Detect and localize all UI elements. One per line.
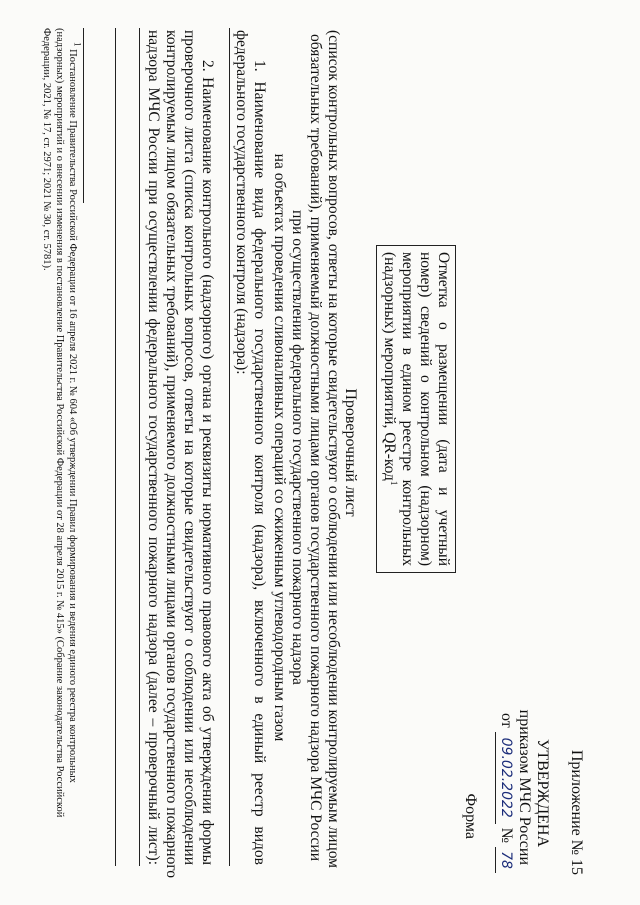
title-line-4: на объектах проведения сливоналивных операций со сжиженным углеводородным газом: [271, 153, 288, 742]
item2-answer-line-2: [115, 28, 116, 866]
item1-line-1: 1. Наименование вида федерального государственного контроля (надзора), включенного в единый реестр видов: [251, 60, 268, 865]
mark-line-2: номер) сведений о контрольном (надзорном): [417, 252, 434, 566]
footnote-line-3: Федерации, 2021, № 17, ст. 2971; 2021 № 30, ст. 5781).: [41, 28, 52, 271]
item1-answer-line: [229, 28, 230, 866]
footnote-separator: [83, 28, 84, 203]
footnote-line-1: 1 Постановление Правительства Российской Федерации от 16 апреля 2021 г. № 604 «Об утверждении Правил формирования и ведения единого реестра контрольных: [67, 42, 83, 783]
doc-title: Проверочный лист: [342, 388, 359, 517]
item2-answer-line-1: [139, 28, 140, 866]
footnote-ref: 1: [72, 42, 83, 47]
title-line-1: (список контрольных вопросов, ответы на которые свидетельствуют о соблюдении или несоблюдении контролируемым лицом: [325, 30, 342, 868]
appendix-number: Приложение № 15: [568, 749, 585, 875]
item2-line-3: контролируемым лицом обязательных требований), применяемого должностными лицами органов государственного пожарного: [163, 30, 180, 879]
number-prefix: №: [498, 827, 515, 843]
date-prefix: от: [498, 712, 515, 728]
title-line-2: обязательных требований), применяемый должностными лицами органов государственного пожарного надзора МЧС России: [307, 33, 324, 862]
registry-mark-box: [376, 245, 456, 573]
approved-label: УТВЕРЖДЕНА: [534, 738, 551, 847]
item1-line-2: федерального государственного контроля (надзора):: [233, 30, 250, 375]
mark-line-1: Отметка о размещении (дата и учетный: [435, 252, 452, 566]
item2-line-1: 2. Наименование контрольного (надзорного) органа и реквизиты нормативного правового акта об утверждении формы: [199, 60, 216, 865]
handwritten-date: 09.02.2022: [498, 737, 514, 818]
title-line-3: при осуществлении федерального государственного пожарного надзора: [289, 210, 306, 685]
form-label: Форма: [462, 793, 479, 839]
footnote-ref-mark: 1: [389, 480, 400, 486]
footnote-line-2: (надзорных) мероприятий и о внесении изменения в постановление Правительства Российской Федерации от 28 апреля 2015 г. № 415» (Собрание законодательства Российской: [54, 28, 65, 818]
mark-line-4: (надзорных) мероприятий, QR-код$^1$: [381, 252, 400, 486]
mark-line-3: мероприятии в едином реестре контрольных: [399, 252, 416, 566]
item2-line-2: проверочного листа (списка контрольных вопросов, ответы на которые свидетельствуют о соблюдении или несоблюдении: [181, 30, 198, 865]
order-label: приказом МЧС России: [516, 709, 533, 865]
order-date: [495, 732, 516, 824]
item2-line-4: надзора МЧС России при осуществлении федерального государственного пожарного надзора (далее – проверочный лист):: [145, 30, 162, 865]
handwritten-number: 78: [498, 851, 514, 869]
order-date-line: [495, 713, 516, 873]
order-number: [495, 847, 516, 873]
